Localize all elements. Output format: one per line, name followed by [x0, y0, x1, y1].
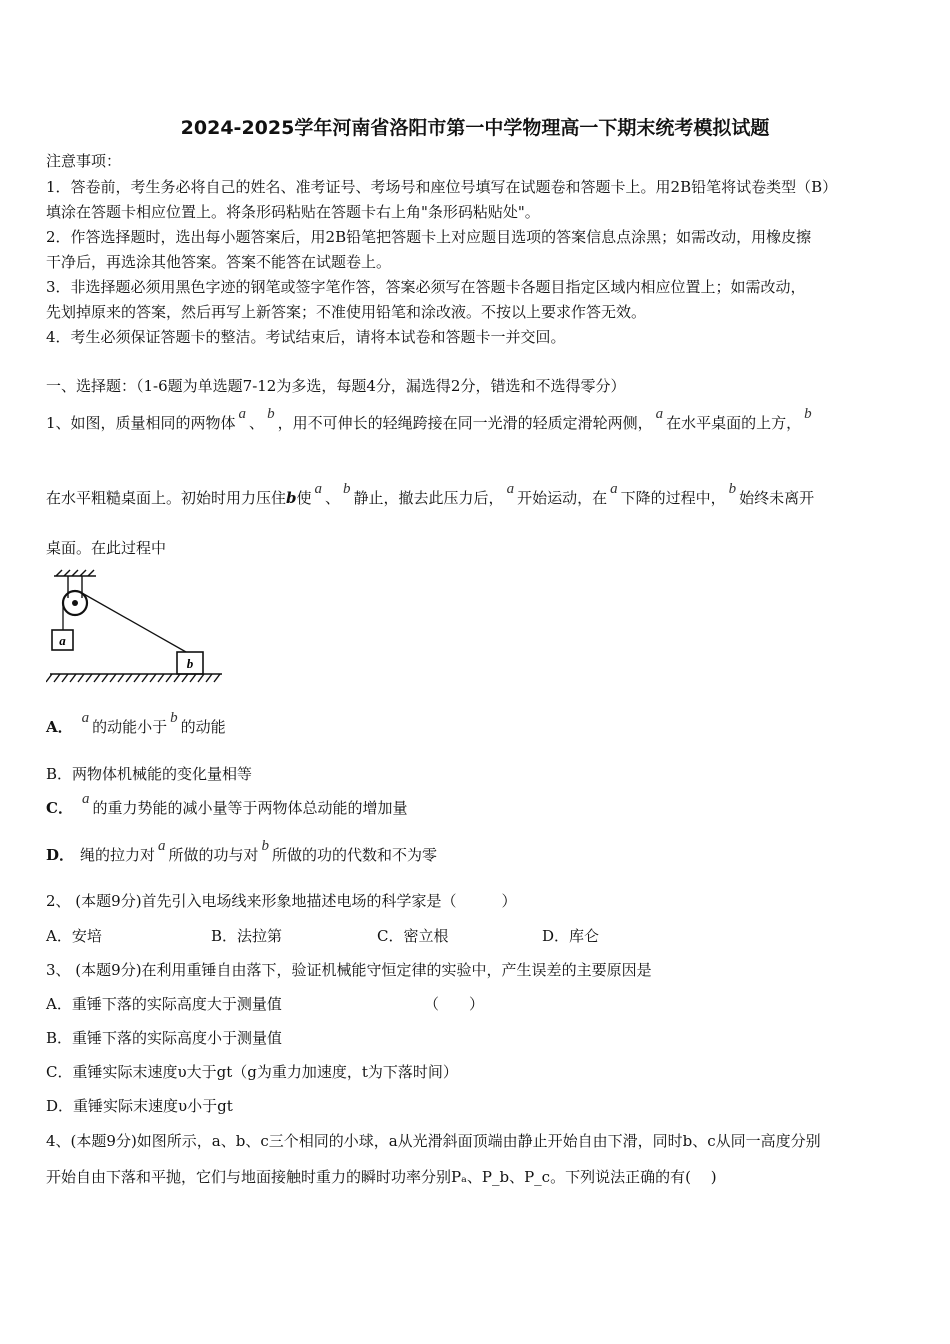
q1-option-c: C． a 的重力势能的减小量等于两物体总动能的增加量	[46, 791, 408, 817]
q1-option-b: B．两物体机械能的变化量相等	[46, 765, 253, 783]
svg-text:a: a	[59, 633, 66, 648]
var-a: a	[655, 406, 664, 422]
page-title: 2024-2025学年河南省洛阳市第一中学物理高一下期末统考模拟试题	[180, 117, 770, 139]
q1-stem-line3: 桌面。在此过程中	[46, 539, 167, 557]
q2-option-d: D．库仑	[542, 927, 600, 945]
var-a: a	[238, 406, 247, 422]
q1-stem-line2: 在水平粗糙桌面上。初始时用力压住b使 a 、 b 静止，撤去此压力后， a 开始运动，在 a 下降的过程中， b 始终未离开	[46, 481, 815, 507]
notice-line: 干净后，再选涂其他答案。答案不能答在试题卷上。	[46, 253, 392, 271]
notice-line: 先划掉原来的答案，然后再写上新答案；不准使用铅笔和涂改液。不按以上要求作答无效。	[46, 303, 647, 321]
q3-option-a: A．重锤下落的实际高度大于测量值	[46, 995, 282, 1013]
notice-heading: 注意事项：	[46, 152, 122, 170]
section-heading: 一、选择题：（1-6题为单选题7-12为多选，每题4分，漏选得2分，错选和不选得零分）	[46, 377, 626, 395]
q1-option-a: A． a 的动能小于 b 的动能	[46, 710, 226, 736]
q2-stem: 2、 (本题9分)首先引入电场线来形象地描述电场的科学家是（ ）	[46, 892, 517, 910]
q4-stem-line2: 开始自由下落和平抛，它们与地面接触时重力的瞬时功率分别Pₐ、P_b、P_c。下列说法正确的有( )	[46, 1168, 717, 1186]
q2-option-b: B．法拉第	[211, 927, 283, 945]
var-b: b	[804, 406, 812, 422]
rope	[63, 593, 186, 652]
q3-answer-paren: （ ）	[424, 995, 485, 1013]
notice-line: 填涂在答题卡相应位置上。将条形码粘贴在答题卡右上角"条形码粘贴处"。	[46, 203, 540, 221]
block-b	[177, 652, 203, 674]
q2-option-a: A．安培	[46, 927, 102, 945]
svg-text:b: b	[186, 656, 194, 671]
q3-option-b: B．重锤下落的实际高度小于测量值	[46, 1029, 283, 1047]
rough-table-surface	[46, 674, 222, 682]
q1-option-d: D． 绳的拉力对 a 所做的功与对 b 所做的功的代数和不为零	[46, 838, 438, 864]
pulley-diagram	[46, 568, 226, 688]
ceiling-mount	[54, 570, 96, 598]
notice-line: 3．非选择题必须用黑色字迹的钢笔或签字笔作答，答案必须写在答题卡各题目指定区域内相应位置上；如需改动，	[46, 278, 806, 296]
notice-line: 4．考生必须保证答题卡的整洁。考试结束后，请将本试卷和答题卡一并交回。	[46, 328, 566, 346]
q2-option-c: C．密立根	[377, 927, 449, 945]
block-a	[52, 630, 73, 650]
var-b: b	[267, 406, 275, 422]
notice-line: 1．答卷前，考生务必将自己的姓名、准考证号、考场号和座位号填写在试题卷和答题卡上。用2B铅笔将试卷类型（B）	[46, 178, 838, 196]
pulley-wheel	[63, 591, 87, 615]
q3-option-c: C．重锤实际末速度υ大于gt（g为重力加速度，t为下落时间）	[46, 1063, 458, 1081]
q4-stem-line1: 4、(本题9分)如图所示，a、b、c三个相同的小球，a从光滑斜面顶端由静止开始自由下滑，同时b、c从同一高度分别	[46, 1132, 821, 1150]
q3-stem: 3、 (本题9分)在利用重锤自由落下，验证机械能守恒定律的实验中，产生误差的主要原因是	[46, 961, 652, 979]
q3-option-d: D．重锤实际末速度υ小于gt	[46, 1097, 233, 1115]
q1-stem-line1: 1、如图，质量相同的两物体 a 、 b ，用不可伸长的轻绳跨接在同一光滑的轻质定滑轮两侧， a 在水平桌面的上方， b	[46, 413, 815, 434]
notice-line: 2．作答选择题时，选出每小题答案后，用2B铅笔把答题卡上对应题目选项的答案信息点涂黑；如需改动，用橡皮擦	[46, 228, 812, 246]
